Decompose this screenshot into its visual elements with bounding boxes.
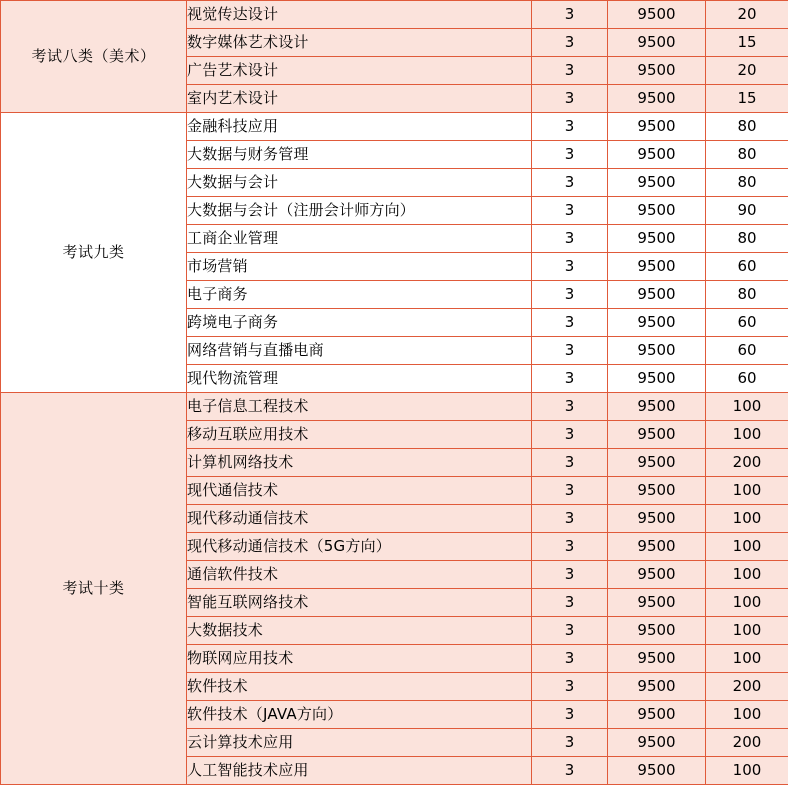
tuition-fee-cell: 9500 — [608, 701, 706, 729]
plan-count-cell: 15 — [706, 85, 788, 113]
plan-count-cell: 100 — [706, 617, 788, 645]
major-name-cell: 大数据技术 — [187, 617, 532, 645]
tuition-fee-cell: 9500 — [608, 421, 706, 449]
plan-count-cell: 60 — [706, 365, 788, 393]
tuition-fee-cell: 9500 — [608, 197, 706, 225]
plan-count-cell: 80 — [706, 225, 788, 253]
major-name-cell: 现代通信技术 — [187, 477, 532, 505]
plan-count-cell: 80 — [706, 169, 788, 197]
study-years-cell: 3 — [532, 421, 608, 449]
tuition-fee-cell: 9500 — [608, 85, 706, 113]
major-name-cell: 通信软件技术 — [187, 561, 532, 589]
study-years-cell: 3 — [532, 729, 608, 757]
major-name-cell: 大数据与财务管理 — [187, 141, 532, 169]
tuition-fee-cell: 9500 — [608, 533, 706, 561]
study-years-cell: 3 — [532, 337, 608, 365]
plan-count-cell: 100 — [706, 561, 788, 589]
study-years-cell: 3 — [532, 1, 608, 29]
study-years-cell: 3 — [532, 29, 608, 57]
tuition-fee-cell: 9500 — [608, 449, 706, 477]
study-years-cell: 3 — [532, 589, 608, 617]
tuition-fee-cell: 9500 — [608, 141, 706, 169]
plan-count-cell: 20 — [706, 57, 788, 85]
study-years-cell: 3 — [532, 225, 608, 253]
major-name-cell: 电子信息工程技术 — [187, 393, 532, 421]
study-years-cell: 3 — [532, 673, 608, 701]
plan-count-cell: 100 — [706, 533, 788, 561]
study-years-cell: 3 — [532, 477, 608, 505]
plan-count-cell: 100 — [706, 757, 788, 785]
tuition-fee-cell: 9500 — [608, 113, 706, 141]
study-years-cell: 3 — [532, 253, 608, 281]
study-years-cell: 3 — [532, 281, 608, 309]
major-name-cell: 人工智能技术应用 — [187, 757, 532, 785]
major-name-cell: 工商企业管理 — [187, 225, 532, 253]
major-name-cell: 数字媒体艺术设计 — [187, 29, 532, 57]
major-name-cell: 现代移动通信技术 — [187, 505, 532, 533]
major-name-cell: 智能互联网络技术 — [187, 589, 532, 617]
major-name-cell: 大数据与会计（注册会计师方向） — [187, 197, 532, 225]
table-row — [1, 393, 788, 421]
tuition-fee-cell: 9500 — [608, 281, 706, 309]
study-years-cell: 3 — [532, 365, 608, 393]
study-years-cell: 3 — [532, 57, 608, 85]
major-name-cell: 广告艺术设计 — [187, 57, 532, 85]
tuition-fee-cell: 9500 — [608, 757, 706, 785]
plan-count-cell: 60 — [706, 253, 788, 281]
study-years-cell: 3 — [532, 449, 608, 477]
plan-count-cell: 90 — [706, 197, 788, 225]
exam-category-cell: 考试八类（美术） — [1, 1, 187, 113]
exam-category-cell: 考试十类 — [1, 393, 187, 785]
exam-category-cell: 考试九类 — [1, 113, 187, 393]
plan-count-cell: 200 — [706, 729, 788, 757]
plan-count-cell: 200 — [706, 673, 788, 701]
tuition-fee-cell: 9500 — [608, 393, 706, 421]
study-years-cell: 3 — [532, 533, 608, 561]
plan-count-cell: 80 — [706, 141, 788, 169]
table-body — [1, 1, 788, 785]
major-name-cell: 物联网应用技术 — [187, 645, 532, 673]
major-name-cell: 软件技术 — [187, 673, 532, 701]
study-years-cell: 3 — [532, 141, 608, 169]
major-name-cell: 电子商务 — [187, 281, 532, 309]
major-name-cell: 软件技术（JAVA方向） — [187, 701, 532, 729]
plan-count-cell: 100 — [706, 589, 788, 617]
plan-count-cell: 100 — [706, 393, 788, 421]
major-name-cell: 跨境电子商务 — [187, 309, 532, 337]
plan-count-cell: 100 — [706, 505, 788, 533]
tuition-fee-cell: 9500 — [608, 729, 706, 757]
plan-count-cell: 60 — [706, 309, 788, 337]
tuition-fee-cell: 9500 — [608, 589, 706, 617]
plan-count-cell: 100 — [706, 645, 788, 673]
plan-count-cell: 100 — [706, 477, 788, 505]
major-name-cell: 现代移动通信技术（5G方向） — [187, 533, 532, 561]
major-name-cell: 金融科技应用 — [187, 113, 532, 141]
study-years-cell: 3 — [532, 645, 608, 673]
table-row — [1, 113, 788, 141]
major-name-cell: 计算机网络技术 — [187, 449, 532, 477]
tuition-fee-cell: 9500 — [608, 253, 706, 281]
tuition-fee-cell: 9500 — [608, 169, 706, 197]
tuition-fee-cell: 9500 — [608, 505, 706, 533]
tuition-fee-cell: 9500 — [608, 57, 706, 85]
major-name-cell: 移动互联应用技术 — [187, 421, 532, 449]
study-years-cell: 3 — [532, 505, 608, 533]
plan-count-cell: 80 — [706, 113, 788, 141]
study-years-cell: 3 — [532, 561, 608, 589]
tuition-fee-cell: 9500 — [608, 645, 706, 673]
tuition-fee-cell: 9500 — [608, 477, 706, 505]
tuition-fee-cell: 9500 — [608, 309, 706, 337]
study-years-cell: 3 — [532, 85, 608, 113]
plan-count-cell: 80 — [706, 281, 788, 309]
major-name-cell: 市场营销 — [187, 253, 532, 281]
plan-count-cell: 200 — [706, 449, 788, 477]
tuition-fee-cell: 9500 — [608, 1, 706, 29]
plan-count-cell: 100 — [706, 701, 788, 729]
plan-count-cell: 100 — [706, 421, 788, 449]
major-name-cell: 云计算技术应用 — [187, 729, 532, 757]
major-name-cell: 大数据与会计 — [187, 169, 532, 197]
study-years-cell: 3 — [532, 701, 608, 729]
plan-count-cell: 15 — [706, 29, 788, 57]
study-years-cell: 3 — [532, 617, 608, 645]
study-years-cell: 3 — [532, 757, 608, 785]
table-row — [1, 1, 788, 29]
tuition-fee-cell: 9500 — [608, 673, 706, 701]
plan-count-cell: 60 — [706, 337, 788, 365]
major-name-cell: 视觉传达设计 — [187, 1, 532, 29]
tuition-fee-cell: 9500 — [608, 561, 706, 589]
study-years-cell: 3 — [532, 309, 608, 337]
major-name-cell: 室内艺术设计 — [187, 85, 532, 113]
study-years-cell: 3 — [532, 169, 608, 197]
tuition-fee-cell: 9500 — [608, 225, 706, 253]
tuition-fee-cell: 9500 — [608, 29, 706, 57]
study-years-cell: 3 — [532, 113, 608, 141]
tuition-fee-cell: 9500 — [608, 365, 706, 393]
study-years-cell: 3 — [532, 393, 608, 421]
study-years-cell: 3 — [532, 197, 608, 225]
plan-count-cell: 20 — [706, 1, 788, 29]
tuition-fee-cell: 9500 — [608, 337, 706, 365]
major-name-cell: 现代物流管理 — [187, 365, 532, 393]
major-name-cell: 网络营销与直播电商 — [187, 337, 532, 365]
tuition-fee-cell: 9500 — [608, 617, 706, 645]
